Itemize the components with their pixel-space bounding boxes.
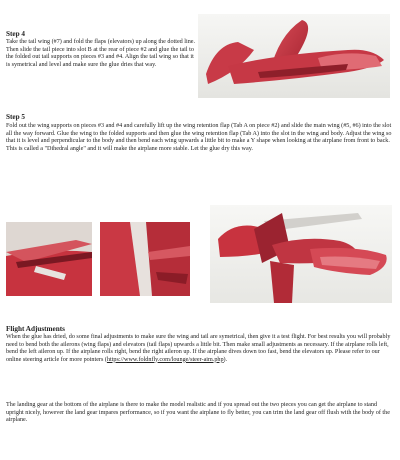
flight-text-before-link: When the glue has dried, do some final adjustments to make sure the wing and tail are symetrical, then give it a test flight. For best results you will probably need to bend both the ailerons (wing flaps) and elevators (tail flaps) upwards a little bit. Then make small adjustments as necessary. If the airplane rolls left, bend the left aileron up. If the airplane rolls right, bend the right aileron up. If the airplane dives down too fast, bend the elevators up. Please refer to our online steering article for more pointers (	[6, 334, 391, 363]
step4-heading: Step 4	[6, 30, 25, 38]
flight-adjustments-text	[6, 334, 394, 364]
step4-tail-wing-photo	[198, 14, 390, 98]
step5-instructions: Fold out the wing supports on pieces #3 and #4 and carefully lift up the wing retention flap (Tab A on piece #2) and slide the main wing (#5, #6) into the slot all the way forward. Glue the wing to the folded supports and then glue the wing retention flap (Tab A) into the slot in the wing and body. Adjust the wing so that it is level and perpendicular to the body and then bend each wing upwards a little bit to make a Y shape when looking at the airplane from front to back. This is called a "Dihedral angle" and it will make the airplane more stable. Let the glue dry this way.	[6, 123, 392, 152]
flight-adjustments-heading: Flight Adjustments	[6, 325, 65, 333]
step5-wing-slot-closeup-photo	[6, 222, 92, 296]
step4-instructions: Take the tail wing (#7) and fold the flaps (elevators) up along the dotted line. Then slide the tail piece into slot B at the rear of piece #2 and glue the tail to the folded out tail supports on pieces #3 and #4. Align the tail wing so that it is symetrical and level and make sure the glue dries that way.	[6, 39, 196, 68]
steering-article-link[interactable]: https://www.foldnfly.com/lounge/steer-aim.php	[106, 356, 224, 363]
step5-assembled-airplane-photo	[210, 205, 392, 303]
flight-text-after-link: ).	[223, 356, 228, 363]
landing-gear-text: The landing gear at the bottom of the airplane is there to make the model realistic and if you spread out the two pieces you can get the airplane to stand upright nicely, however the land gear impares performance, so if you want the airplane to fly better, you can trim the land gear off flush with the body of the airplane.	[6, 402, 390, 424]
step5-heading: Step 5	[6, 113, 25, 121]
step5-wing-retention-flap-photo	[100, 222, 190, 296]
